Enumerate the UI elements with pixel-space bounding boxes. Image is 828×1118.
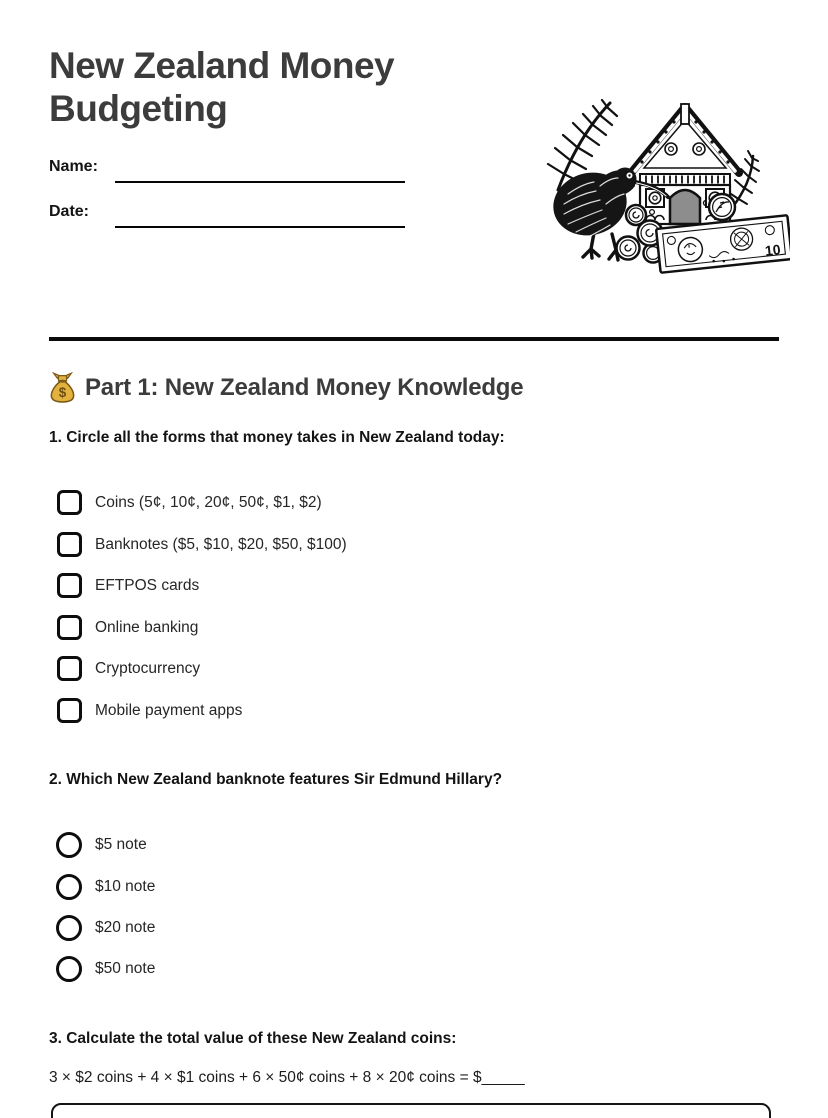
q2-radio-50-note[interactable] (56, 956, 82, 982)
question-1-label: 1. Circle all the forms that money takes in New Zealand today: (49, 429, 505, 446)
q1-checkbox-online-banking[interactable] (57, 615, 82, 640)
q2-option-row (56, 956, 155, 982)
q1-option-label: Banknotes ($5, $10, $20, $50, $100) (95, 535, 347, 553)
q2-option-label: $20 note (95, 919, 156, 936)
question-2-label: 2. Which New Zealand banknote features Sir Edmund Hillary? (49, 771, 503, 788)
q1-option-row (57, 490, 322, 515)
q2-option-row (56, 832, 147, 858)
q1-option-row (57, 532, 347, 557)
q1-option-row (57, 615, 198, 640)
q1-option-label: EFTPOS cards (95, 576, 200, 594)
part1-heading (49, 372, 523, 403)
q1-option-label: Mobile payment apps (95, 701, 243, 719)
kiwi-wharenui-money-illustration (540, 94, 790, 274)
q2-option-label: $50 note (95, 960, 156, 977)
name-label: Name: (49, 158, 98, 175)
coin-single (709, 194, 735, 220)
q1-option-label: Online banking (95, 618, 199, 636)
q2-radio-5-note[interactable] (56, 832, 82, 858)
q1-option-label: Cryptocurrency (95, 659, 201, 677)
money-bag-icon (49, 372, 76, 403)
q1-option-row (57, 656, 200, 681)
q1-checkbox-mobile-payment[interactable] (57, 698, 82, 723)
q1-option-label: Coins (5¢, 10¢, 20¢, 50¢, $1, $2) (95, 493, 322, 511)
q1-checkbox-banknotes[interactable] (57, 532, 82, 557)
q2-option-label: $10 note (95, 878, 156, 895)
q2-radio-10-note[interactable] (56, 874, 82, 900)
part1-heading-text: Part 1: New Zealand Money Knowledge (85, 373, 524, 401)
date-label: Date: (49, 203, 90, 220)
q2-option-row (56, 874, 155, 900)
section-divider (49, 337, 779, 341)
date-input-line[interactable] (115, 226, 405, 228)
q2-option-row (56, 915, 155, 941)
page-title: New Zealand Money Budgeting (49, 45, 395, 129)
q1-checkbox-coins[interactable] (57, 490, 82, 515)
q1-option-row (57, 573, 199, 598)
q1-checkbox-cryptocurrency[interactable] (57, 656, 82, 681)
q3-answer-box[interactable] (51, 1103, 771, 1118)
money-bag-dollar-glyph: $ (58, 384, 67, 400)
name-input-line[interactable] (115, 181, 405, 183)
q1-checkbox-eftpos[interactable] (57, 573, 82, 598)
question-3-label: 3. Calculate the total value of these New Zealand coins: (49, 1030, 457, 1047)
banknote-value-text: 10 (764, 241, 782, 259)
q1-option-row (57, 698, 242, 723)
q3-equation: 3 × $2 coins + 4 × $1 coins + 6 × 50¢ coins + 8 × 20¢ coins = $_____ (49, 1069, 525, 1086)
q2-radio-20-note[interactable] (56, 915, 82, 941)
q2-option-label: $5 note (95, 836, 147, 853)
